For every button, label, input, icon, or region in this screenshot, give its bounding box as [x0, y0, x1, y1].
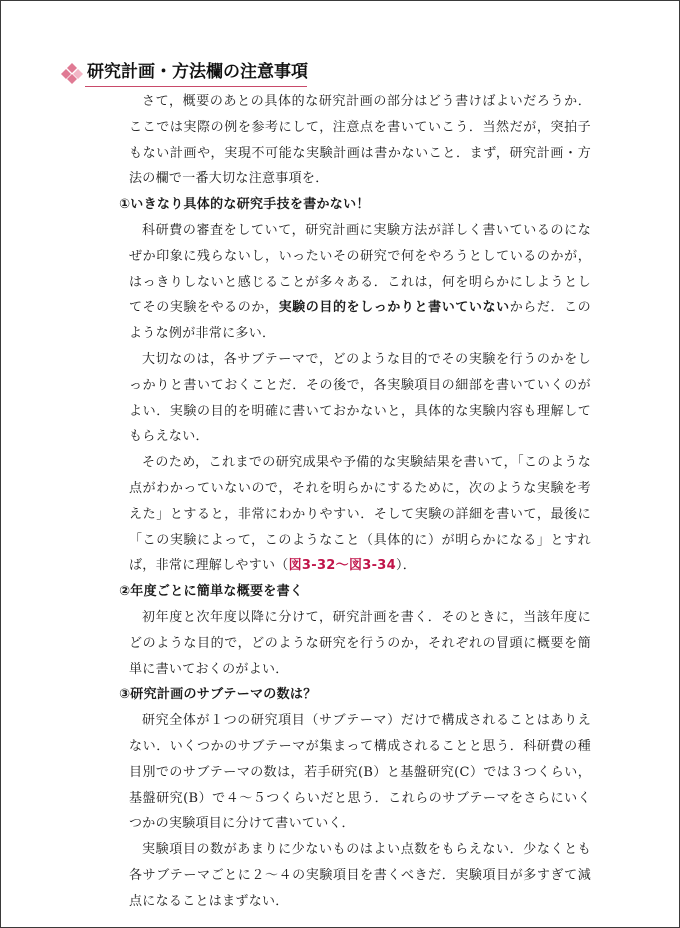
figure-reference: 図3-32～図3-34: [288, 558, 396, 574]
paragraph-3-1: 研究全体が１つの研究項目（サブテーマ）だけで構成されることはありえない．いくつかのサブテーマが集まって構成されることと思う．科研費の種目別でのサブテーマの数は，若手研究(B）と基盤研究(C）では３つくらい，基盤研究(B）で４～５つくらいだと思う．これらのサブテーマをさらにいくつかの実験項目に分けて書いていく．: [129, 713, 591, 832]
paragraph-1-1: [129, 218, 591, 347]
heading-underline: [85, 86, 307, 87]
text-run: ）．: [395, 558, 417, 574]
paragraph-3-2: 実験項目の数があまりに少ないものはよい点数をもらえない．少なくとも各サブテーマごとに２～４の実験項目を書くべきだ．実験項目が多すぎて減点になることはまずない．: [129, 842, 591, 909]
text-run: 科研費の審査をしていて，研究計画に実験方法が詳しく書いているのになぜか印象に残らないし，いったいその研究で何をやろうとしているのかが，はっきりしないと感じることが多々ある．これは，何を明らかにしようとしてその実験をやるのか，: [129, 222, 591, 316]
text-run: そのため，これまでの研究成果や予備的な実験結果を書いて，「このような点がわかっていないので，それを明らかにするために，次のような実験を考えた」とすると，非常にわかりやすい．そして実験の詳細を書いて，最後に「この実験によって，このようなこと（具体的に）が明らかになる」とすれば，非常に理解しやすい（: [129, 455, 591, 574]
diamond-ornament-icon: [61, 62, 83, 84]
section-heading: [61, 61, 307, 89]
subheading-3: ③研究計画のサブテーマの数は？: [119, 687, 317, 703]
section-title: 研究計画・方法欄の注意事項: [87, 62, 308, 82]
paragraph-2-1: 初年度と次年度以降に分けて，研究計画を書く．そのときに，当該年度にどのような目的で，どのような研究を行うのか，それぞれの冒頭に概要を簡単に書いておくのがよい．: [129, 609, 591, 677]
intro-paragraph: さて，概要のあとの具体的な研究計画の部分はどう書けばよいだろうか．ここでは実際の例を参考にして，注意点を書いていこう．当然だが，突拍子もない計画や，実現不可能な実験計画は書かないこと．まず，研究計画・方法の欄で一番大切な注意事項を．: [129, 94, 591, 187]
subheading-1: ①いきなり具体的な研究手技を書かない！: [119, 197, 370, 213]
text-run: からだ．このような例が非常に多い．: [129, 300, 591, 342]
emphasis-text: 実験の目的をしっかりと書いていない: [278, 300, 510, 316]
paragraph-1-3: [129, 450, 591, 579]
body-text: [119, 89, 591, 915]
paragraph-1-2: 大切なのは，各サブテーマで，どのような目的でその実験を行うのかをしっかりと書いておくことだ．その後で，各実験項目の細部を書いていくのがよい．実験の目的を明確に書いておかないと，具体的な実験内容も理解してもらえない．: [129, 351, 591, 445]
subheading-2: ②年度ごとに簡単な概要を書く: [119, 584, 304, 600]
